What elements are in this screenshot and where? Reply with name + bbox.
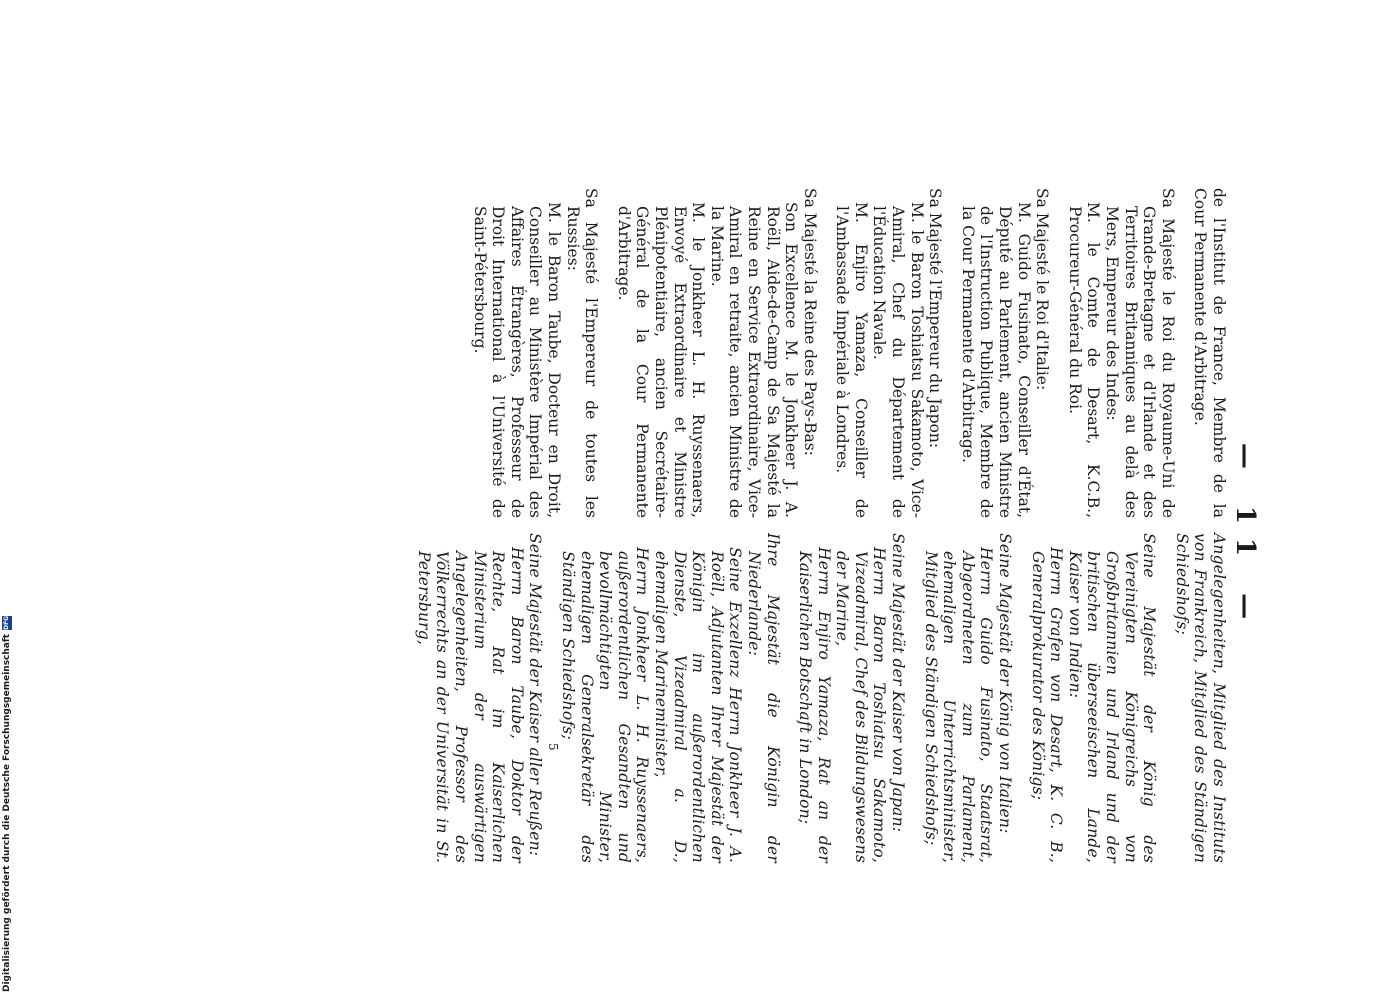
plenipotentiary-entry: Herrn Guido Fusinato, Staatsrat, Abgeordneten zum Parlament, ehemaligen Unterrichtsminister, Mitglied des Ständigen Schiedshofs;	[921, 547, 996, 863]
french-column	[470, 188, 1228, 518]
plenipotentiary-entry: M. le Comte de Desart, K.C.B., Procureur-Général du Roi.	[1065, 202, 1103, 518]
german-column	[414, 533, 1228, 863]
plenipotentiary-entry: Seine Exzellenz Herrn Jonkheer J. A. Roëll, Adjutanten Ihrer Majestät der Königin im außerordentlichen Dienste, Vizeadmiral a. D., ehemaligen Marineminister,	[651, 547, 745, 863]
dfg-logo-icon: DFG	[3, 615, 10, 630]
page-header: — 11 —	[1230, 442, 1260, 634]
sovereign-heading: Ihre Majestät die Königin der Niederlande:	[744, 533, 782, 863]
plenipotentiary-entry: Herrn Jonkheer L. H. Ruyssenaers, außerordentlichen Gesandten und bevollmächtigten Minister, ehemaligen Generalsekretär des Ständigen Schiedshofs;	[559, 547, 652, 863]
footer-text: Digitalisierung gefördert durch die Deutsche Forschungsgemeinschaft	[2, 633, 12, 992]
spacer	[1158, 533, 1172, 863]
spacer	[944, 188, 958, 518]
plenipotentiary-entry: Herrn Baron Taube, Doktor der Rechte, Rat im Kaiserlichen Ministerium der auswärtigen Angelegenheiten, Professor des Völkerrechts an der Universität in St. Petersburg,	[414, 547, 526, 863]
plenipotentiary-entry: Son Excellence M. le Jonkheer J. A. Roëll, Aide-de-Camp de Sa Majesté la Reine en Service Extraordinaire, Vice-Amiral en retraite, ancien Ministre de la Marine.	[707, 202, 801, 518]
sovereign-heading: Sa Majesté le Roi du Royaume-Uni de Grande-Bretagne et d'Irlande et des Territoires Britanniques au delà des Mers, Empereur des Indes:	[1103, 188, 1177, 518]
continued-text: Angelegenheiten, Mitglied des Instituts von Frankreich, Mitglied des Ständigen Schiedshofs;	[1172, 533, 1228, 863]
spacer	[782, 533, 796, 863]
signature-mark: 5	[546, 743, 560, 751]
plenipotentiary-entry: M. le Baron Toshiatsu Sakamoto, Vice-Amiral, Chef du Département de l'Éducation Navale.	[870, 202, 926, 518]
rotated-page	[150, 188, 1260, 888]
spacer	[1014, 533, 1028, 863]
plenipotentiary-entry: M. le Jonkheer L. H. Ruyssenaers, Envoyé Extraordinaire et Ministre Plénipotentiaire, ancien Secrétaire-Général de la Cour Permanente d'Arbitrage.	[614, 202, 708, 518]
plenipotentiary-entry: M. le Baron Taube, Docteur en Droit, Conseiller au Ministère Impérial des Affaires Étrangères, Professeur de Droit International à l'Université de Saint-Pétersbourg.	[470, 202, 563, 518]
spacer	[544, 533, 558, 863]
digitization-footer	[0, 592, 14, 1000]
continued-text: de l'Institut de France, Membre de la Cour Permanente d'Arbitrage.	[1191, 188, 1228, 518]
plenipotentiary-entry: M. Enjiro Yamaza, Conseiller de l'Ambassade Impériale à Londres.	[833, 202, 870, 518]
sovereign-heading: Sa Majesté la Reine des Pays-Bas:	[800, 188, 819, 456]
sovereign-heading: Sa Majesté le Roi d'Italie:	[1033, 188, 1052, 391]
plenipotentiary-entry: Herrn Baron Toshiatsu Sakamoto, Vizeadmiral, Chef des Bildungswesens der Marine,	[833, 547, 889, 863]
sovereign-heading: Seine Majestät der Kaiser von Japan:	[889, 533, 908, 833]
spacer	[1177, 188, 1191, 518]
spacer	[819, 188, 833, 518]
plenipotentiary-entry: M. Guido Fusinato, Conseiller d'État, Député au Parlement, ancien Ministre de l'Instruction Publique, Membre de la Cour Permanente d'Arbitrage.	[958, 202, 1033, 518]
sovereign-heading: Seine Majestät der König von Italien:	[996, 533, 1015, 834]
plenipotentiary-entry: Herrn Grafen von Desart, K. C. B., Generalprokurator des Königs;	[1028, 547, 1066, 863]
sovereign-heading: Sa Majesté l'Empereur de toutes les Russies:	[563, 188, 601, 518]
sovereign-heading: Seine Majestät der Kaiser aller Reußen:	[526, 533, 545, 857]
plenipotentiary-entry: Herrn Enjiro Yamaza, Rat an der Kaiserlichen Botschaft in London;	[796, 547, 833, 863]
spacer	[1051, 188, 1065, 518]
sovereign-heading: Sa Majesté l'Empereur du Japon:	[926, 188, 945, 449]
spacer	[600, 188, 614, 518]
sovereign-heading: Seine Majestät der König des Vereinigten Königreichs von Großbritannien und Irland und der britischen überseeischen Lande, Kaiser von Indien:	[1065, 533, 1159, 863]
spacer	[907, 533, 921, 863]
